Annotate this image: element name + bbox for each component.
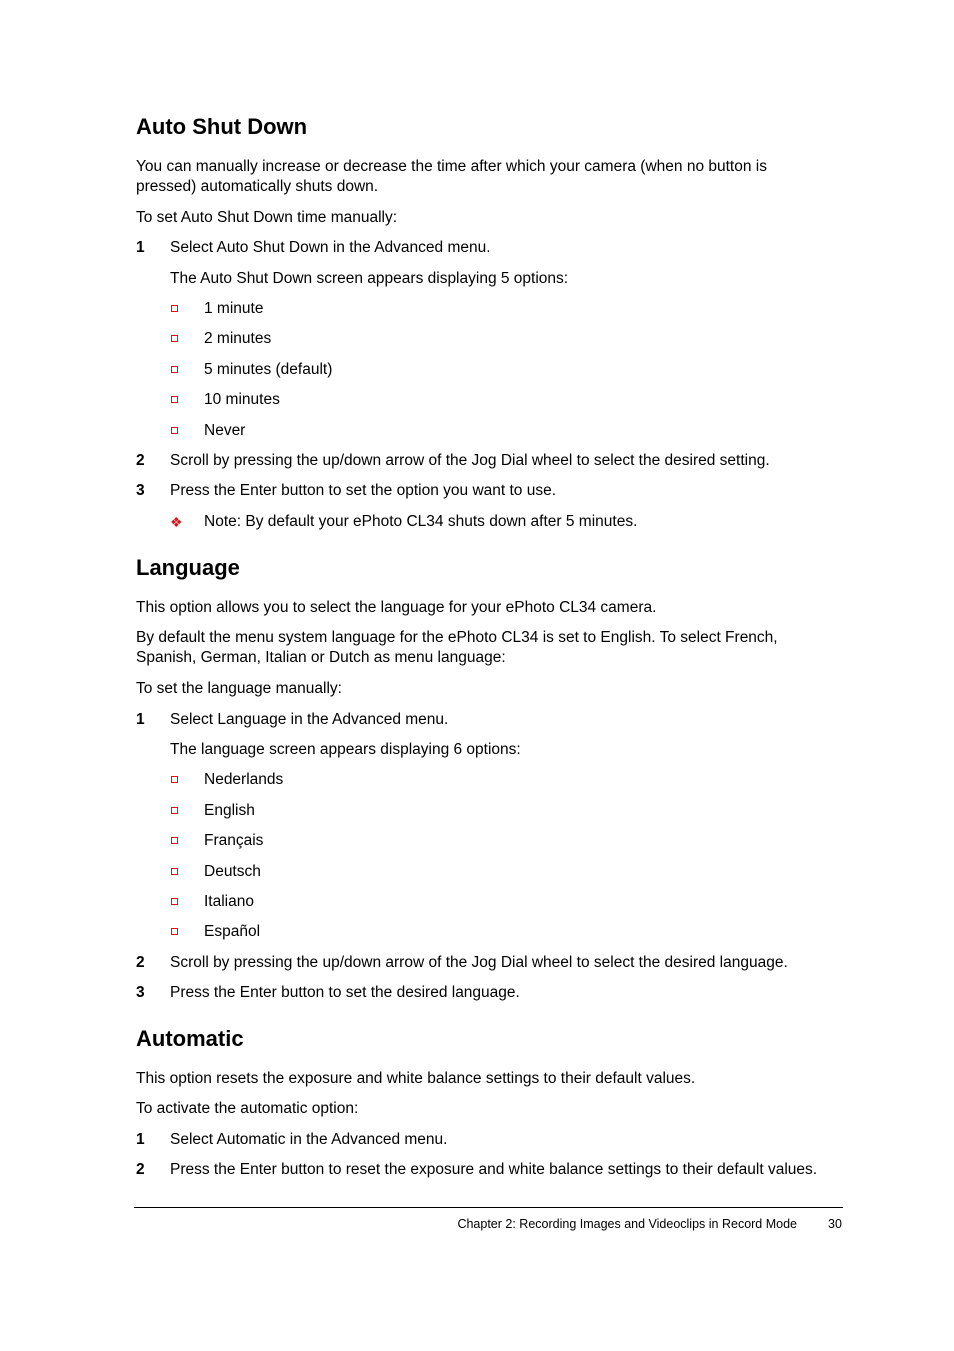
step-text: Select Language in the Advanced menu. — [170, 711, 449, 728]
automatic-intro: This option resets the exposure and white balance settings to their default values. — [136, 1070, 696, 1087]
list-item — [136, 421, 843, 441]
step-sub-text: The language screen appears displaying 6 options: — [170, 741, 521, 758]
list-item — [136, 710, 843, 730]
square-bullet-icon — [171, 837, 178, 844]
language-lead: To set the language manually: — [136, 680, 342, 697]
list-item — [136, 922, 843, 942]
heading-language: Language — [136, 555, 240, 580]
list-item — [136, 481, 843, 501]
option-text: Français — [204, 832, 264, 849]
square-bullet-icon — [171, 335, 178, 342]
list-item — [136, 299, 843, 319]
option-text: Nederlands — [204, 771, 284, 788]
list-item — [136, 360, 843, 380]
list-item — [136, 892, 843, 912]
list-item — [136, 329, 843, 349]
footer-divider — [134, 1207, 843, 1208]
step-text: Press the Enter button to set the desired language. — [170, 984, 520, 1001]
diamond-bullet-icon: ❖ — [170, 514, 183, 530]
list-item — [136, 983, 843, 1003]
list-item — [136, 390, 843, 410]
auto-shut-down-intro: You can manually increase or decrease the time after which your camera (when no button is pressed) automatically shuts down. — [136, 158, 767, 195]
footer-chapter-title: Chapter 2: Recording Images and Videoclips in Record Mode — [457, 1217, 797, 1231]
auto-shut-down-lead: To set Auto Shut Down time manually: — [136, 209, 398, 226]
automatic-lead: To activate the automatic option: — [136, 1100, 359, 1117]
list-item — [136, 451, 843, 471]
step-number: 2 — [136, 1161, 145, 1178]
step-text: Press the Enter button to set the option you want to use. — [170, 482, 557, 499]
heading-auto-shut-down: Auto Shut Down — [136, 114, 308, 139]
option-text: 1 minute — [204, 300, 264, 317]
note-text: Note: By default your ePhoto CL34 shuts down after 5 minutes. — [204, 513, 638, 530]
language-intro: This option allows you to select the language for your ePhoto CL34 camera. — [136, 599, 657, 616]
list-item — [136, 770, 843, 790]
option-text: 2 minutes — [204, 330, 272, 347]
square-bullet-icon — [171, 776, 178, 783]
square-bullet-icon — [171, 868, 178, 875]
square-bullet-icon — [171, 396, 178, 403]
step-text: Scroll by pressing the up/down arrow of the Jog Dial wheel to select the desired language. — [170, 954, 788, 971]
step-number: 2 — [136, 954, 145, 971]
language-intro-2: By default the menu system language for the ePhoto CL34 is set to English. To select French, Spanish, German, Italian or Dutch as menu language: — [136, 629, 778, 666]
option-text: English — [204, 802, 255, 819]
step-number: 1 — [136, 711, 145, 728]
step-text: Select Auto Shut Down in the Advanced menu. — [170, 239, 491, 256]
list-item — [136, 831, 843, 851]
option-text: 5 minutes (default) — [204, 361, 333, 378]
step-text: Select Automatic in the Advanced menu. — [170, 1131, 448, 1148]
list-item — [136, 1130, 843, 1150]
square-bullet-icon — [171, 807, 178, 814]
heading-automatic: Automatic — [136, 1026, 244, 1051]
list-item — [136, 953, 843, 973]
list-item — [136, 1160, 843, 1180]
step-number: 1 — [136, 1131, 145, 1148]
option-text: Italiano — [204, 893, 254, 910]
square-bullet-icon — [171, 928, 178, 935]
step-sub-text: The Auto Shut Down screen appears displaying 5 options: — [170, 270, 569, 287]
step-text: Scroll by pressing the up/down arrow of the Jog Dial wheel to select the desired setting. — [170, 452, 770, 469]
list-item — [136, 862, 843, 882]
square-bullet-icon — [171, 898, 178, 905]
option-text: Deutsch — [204, 863, 261, 880]
note-item — [136, 512, 843, 532]
option-text: Español — [204, 923, 261, 940]
step-number: 2 — [136, 452, 145, 469]
step-number: 1 — [136, 239, 145, 256]
step-number: 3 — [136, 482, 145, 499]
option-text: 10 minutes — [204, 391, 280, 408]
list-item — [136, 238, 843, 258]
step-text: Press the Enter button to reset the exposure and white balance settings to their default values. — [170, 1161, 818, 1178]
square-bullet-icon — [171, 305, 178, 312]
footer-page-number: 30 — [828, 1217, 842, 1231]
square-bullet-icon — [171, 427, 178, 434]
step-number: 3 — [136, 984, 145, 1001]
list-item — [136, 801, 843, 821]
square-bullet-icon — [171, 366, 178, 373]
option-text: Never — [204, 422, 246, 439]
